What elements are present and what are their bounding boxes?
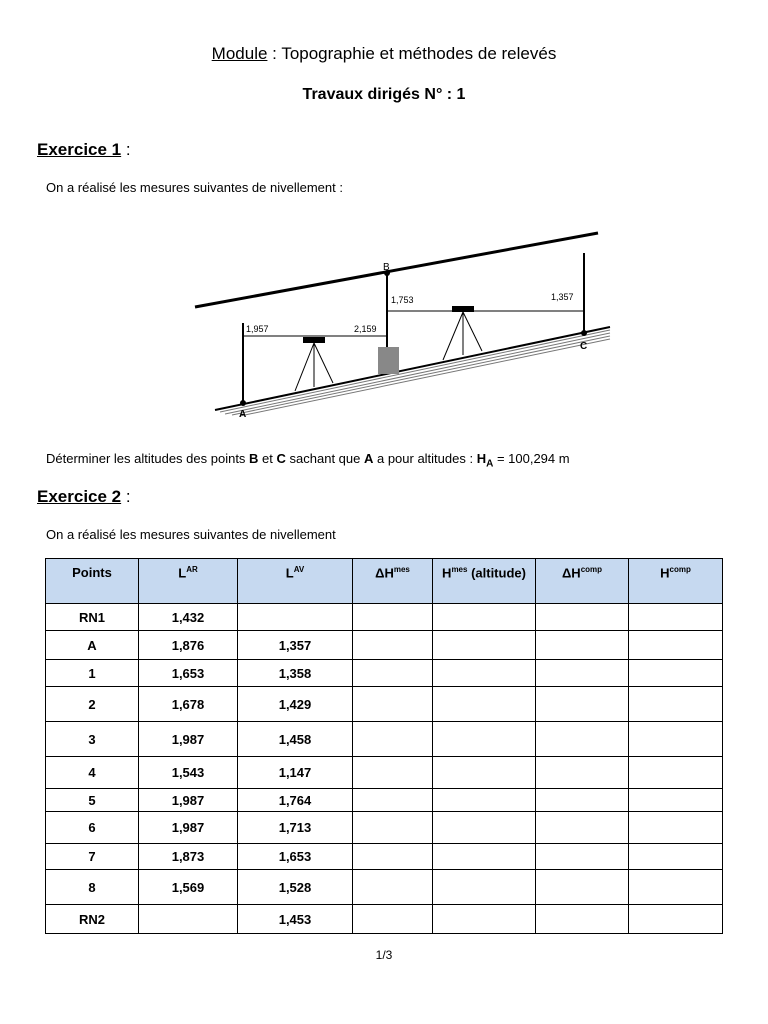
cell-dhcomp[interactable]	[536, 660, 629, 687]
cell-hmes[interactable]	[433, 870, 536, 905]
cell-dhcomp[interactable]	[536, 631, 629, 660]
reading-2159: 2,159	[354, 324, 377, 334]
exercise1-title-suffix: :	[121, 140, 131, 159]
leveling-table	[45, 558, 723, 934]
cell-lav: 1,453	[238, 905, 353, 934]
module-title: Topographie et méthodes de relevés	[281, 44, 557, 63]
cell-point: 2	[46, 687, 139, 722]
cell-dhcomp[interactable]	[536, 722, 629, 757]
label-c: C	[580, 341, 588, 352]
cell-lav: 1,764	[238, 789, 353, 812]
cell-hmes[interactable]	[433, 757, 536, 789]
cell-dhcomp[interactable]	[536, 757, 629, 789]
exercise1-title	[37, 140, 131, 160]
cell-lav: 1,147	[238, 757, 353, 789]
cell-hcomp[interactable]	[629, 789, 723, 812]
header-hcomp: $H^{comp}$	[629, 559, 723, 604]
cell-dhmes[interactable]	[353, 789, 433, 812]
header-dhcomp: $\Delta H^{comp}$	[536, 559, 629, 604]
exercise1-intro: On a réalisé les mesures suivantes de nivellement :	[46, 180, 343, 195]
question-h: H	[476, 451, 487, 466]
label-b: B	[383, 262, 390, 273]
question-value: = 100,294 m	[493, 451, 570, 466]
cell-hcomp[interactable]	[629, 604, 723, 631]
reading-1753: 1,753	[391, 295, 414, 305]
cell-point: 5	[46, 789, 139, 812]
cell-lar: 1,432	[139, 604, 238, 631]
cell-hmes[interactable]	[433, 660, 536, 687]
cell-lav: 1,458	[238, 722, 353, 757]
cell-hmes[interactable]	[433, 789, 536, 812]
table-row	[46, 870, 723, 905]
cell-lar	[139, 905, 238, 934]
cell-hmes[interactable]	[433, 844, 536, 870]
label-a: A	[239, 409, 247, 420]
cell-dhmes[interactable]	[353, 604, 433, 631]
exercise1-title-text: Exercice 1	[37, 140, 122, 159]
cell-lav: 1,358	[238, 660, 353, 687]
cell-dhcomp[interactable]	[536, 604, 629, 631]
table-header-row	[46, 559, 723, 604]
question-mid2: a pour altitudes :	[373, 451, 477, 466]
cell-dhcomp[interactable]	[536, 687, 629, 722]
cell-lav	[238, 604, 353, 631]
cell-lar: 1,653	[139, 660, 238, 687]
cell-dhcomp[interactable]	[536, 812, 629, 844]
cell-hmes[interactable]	[433, 722, 536, 757]
header-points: Points	[46, 559, 139, 604]
question-c: C	[276, 451, 286, 466]
cell-dhcomp[interactable]	[536, 844, 629, 870]
header-lav: $L^{AV}$	[238, 559, 353, 604]
table-row	[46, 789, 723, 812]
cell-dhmes[interactable]	[353, 844, 433, 870]
cell-point: 4	[46, 757, 139, 789]
cell-lav: 1,528	[238, 870, 353, 905]
cell-hcomp[interactable]	[629, 687, 723, 722]
exercise2-intro: On a réalisé les mesures suivantes de nivellement	[46, 527, 336, 542]
cell-hcomp[interactable]	[629, 812, 723, 844]
table-row	[46, 905, 723, 934]
level-instrument-2	[443, 306, 482, 360]
question-h-sub: A	[486, 458, 494, 470]
cell-point: RN2	[46, 905, 139, 934]
cell-lar: 1,543	[139, 757, 238, 789]
point-c-marker	[581, 330, 587, 336]
module-sep: :	[267, 44, 282, 63]
cell-point: 7	[46, 844, 139, 870]
question-and: et	[258, 451, 277, 466]
leveling-diagram	[190, 225, 615, 420]
table-row	[46, 660, 723, 687]
cell-lar: 1,987	[139, 722, 238, 757]
header-dhmes: $\Delta H^{mes}$	[353, 559, 433, 604]
cell-dhmes[interactable]	[353, 687, 433, 722]
staff-block	[378, 347, 399, 374]
question-prefix: Déterminer les altitudes des points	[46, 451, 250, 466]
cell-dhmes[interactable]	[353, 905, 433, 934]
table-row	[46, 604, 723, 631]
ground-line	[215, 327, 610, 410]
cell-lar: 1,678	[139, 687, 238, 722]
cell-lar: 1,987	[139, 789, 238, 812]
table-row	[46, 844, 723, 870]
exercise2-title-text: Exercice 2	[37, 487, 122, 506]
header-hmes: $H^{mes}$ (altitude)	[433, 559, 536, 604]
cell-lav: 1,713	[238, 812, 353, 844]
table-row	[46, 687, 723, 722]
cell-lar: 1,987	[139, 812, 238, 844]
cell-hcomp[interactable]	[629, 660, 723, 687]
level-instrument-1	[295, 337, 333, 391]
cell-point: RN1	[46, 604, 139, 631]
cell-lar: 1,873	[139, 844, 238, 870]
cell-lar: 1,569	[139, 870, 238, 905]
table-row	[46, 757, 723, 789]
cell-hmes[interactable]	[433, 604, 536, 631]
cell-hcomp[interactable]	[629, 905, 723, 934]
cell-dhcomp[interactable]	[536, 789, 629, 812]
cell-lav: 1,429	[238, 687, 353, 722]
cell-hmes[interactable]	[433, 687, 536, 722]
cell-lav: 1,357	[238, 631, 353, 660]
cell-dhmes[interactable]	[353, 757, 433, 789]
cell-hcomp[interactable]	[629, 631, 723, 660]
cell-hcomp[interactable]	[629, 870, 723, 905]
ground-hatching	[220, 330, 610, 416]
table-row	[46, 812, 723, 844]
cell-dhcomp[interactable]	[536, 870, 629, 905]
table-row	[46, 631, 723, 660]
table-row	[46, 722, 723, 757]
question-b: B	[249, 451, 259, 466]
cell-hcomp[interactable]	[629, 757, 723, 789]
cell-point: A	[46, 631, 139, 660]
cell-dhmes[interactable]	[353, 631, 433, 660]
cell-hcomp[interactable]	[629, 722, 723, 757]
cell-dhmes[interactable]	[353, 660, 433, 687]
cell-point: 6	[46, 812, 139, 844]
point-a-marker	[240, 400, 246, 406]
td-title: Travaux dirigés N° : 1	[302, 86, 466, 103]
question-mid: sachant que	[285, 451, 364, 466]
cell-point: 1	[46, 660, 139, 687]
reading-1357: 1,357	[551, 292, 574, 302]
cell-hmes[interactable]	[433, 905, 536, 934]
module-label: Module	[211, 44, 268, 63]
cell-dhmes[interactable]	[353, 870, 433, 905]
cell-dhmes[interactable]	[353, 722, 433, 757]
cell-lav: 1,653	[238, 844, 353, 870]
cell-hmes[interactable]	[433, 812, 536, 844]
cell-dhcomp[interactable]	[536, 905, 629, 934]
cell-point: 3	[46, 722, 139, 757]
reading-1957: 1,957	[246, 324, 269, 334]
cell-hmes[interactable]	[433, 631, 536, 660]
header-lar: $L^{AR}$	[139, 559, 238, 604]
question-a: A	[363, 451, 374, 466]
page-number: 1/3	[375, 948, 393, 962]
module-line	[0, 44, 768, 64]
cell-lar: 1,876	[139, 631, 238, 660]
cell-point: 8	[46, 870, 139, 905]
cell-dhmes[interactable]	[353, 812, 433, 844]
exercise1-question	[46, 451, 570, 470]
exercise2-title	[37, 487, 131, 507]
cell-hcomp[interactable]	[629, 844, 723, 870]
exercise2-title-suffix: :	[121, 487, 131, 506]
